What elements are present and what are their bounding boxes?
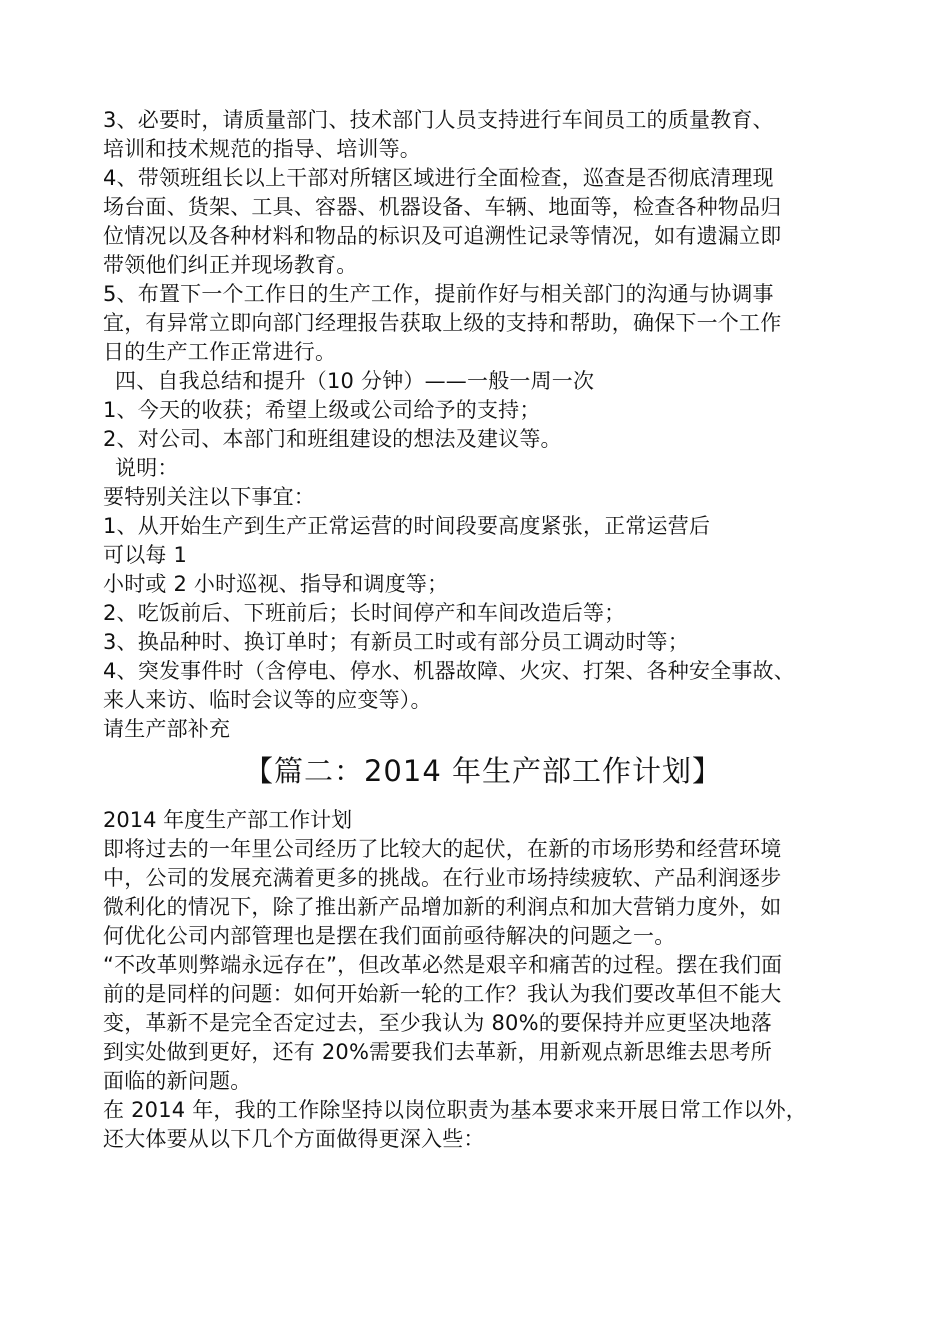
paragraph-line: 变，革新不是完全否定过去，至少我认为 80%的要保持并应更坚决地落	[103, 1011, 772, 1035]
paragraph-line: 还大体要从以下几个方面做得更深入些：	[103, 1127, 485, 1151]
document-subtitle: 2014 年度生产部工作计划	[103, 808, 353, 832]
paragraph-line: 中，公司的发展充满着更多的挑战。在行业市场持续疲软、产品利润逐步	[103, 866, 782, 890]
paragraph-line: 位情况以及各种材料和物品的标识及可追溯性记录等情况，如有遗漏立即	[103, 224, 782, 248]
note-label: 说明：	[115, 456, 179, 480]
paragraph-line: 要特别关注以下事宜：	[103, 485, 315, 509]
paragraph-line: 微利化的情况下，除了推出新产品增加新的利润点和加大营销力度外，如	[103, 895, 782, 919]
paragraph-line: 何优化公司内部管理也是摆在我们面前亟待解决的问题之一。	[103, 924, 676, 948]
paragraph-line: 2、吃饭前后、下班前后；长时间停产和车间改造后等；	[103, 601, 626, 625]
paragraph-line: 2、对公司、本部门和班组建设的想法及建议等。	[103, 427, 562, 451]
paragraph-line: 可以每 1	[103, 543, 188, 567]
paragraph-line: 1、从开始生产到生产正常运营的时间段要高度紧张，正常运营后	[103, 514, 711, 538]
paragraph-line: 到实处做到更好，还有 20%需要我们去革新，用新观点新思维去思考所	[103, 1040, 772, 1064]
paragraph-line: 即将过去的一年里公司经历了比较大的起伏，在新的市场形势和经营环境	[103, 837, 782, 861]
paragraph-line: 带领他们纠正并现场教育。	[103, 253, 358, 277]
paragraph-line: 日的生产工作正常进行。	[103, 340, 337, 364]
paragraph-line: 3、必要时，请质量部门、技术部门人员支持进行车间员工的质量教育、	[103, 108, 774, 132]
paragraph-line: 请生产部补充	[103, 717, 231, 741]
document-body	[103, 106, 863, 1154]
paragraph-line: 在 2014 年，我的工作除坚持以岗位职责为基本要求来开展日常工作以外，	[103, 1098, 807, 1122]
paragraph-line: 小时或 2 小时巡视、指导和调度等；	[103, 572, 449, 596]
section-heading-four: 四、自我总结和提升（10 分钟）——一般一周一次	[115, 369, 595, 393]
section-title: 【篇二：2014 年生产部工作计划】	[243, 754, 723, 788]
paragraph-line: “不改革则弊端永远存在”，但改革必然是艰辛和痛苦的过程。摆在我们面	[103, 953, 783, 977]
paragraph-line: 5、布置下一个工作日的生产工作，提前作好与相关部门的沟通与协调事	[103, 282, 774, 306]
paragraph-line: 来人来访、临时会议等的应变等）。	[103, 688, 432, 712]
paragraph-line: 面临的新问题。	[103, 1069, 252, 1093]
paragraph-line: 1、今天的收获；希望上级或公司给予的支持；	[103, 398, 541, 422]
paragraph-line: 宜，有异常立即向部门经理报告获取上级的支持和帮助，确保下一个工作	[103, 311, 782, 335]
paragraph-line: 3、换品种时、换订单时；有新员工时或有部分员工调动时等；	[103, 630, 689, 654]
paragraph-line: 前的是同样的问题：如何开始新一轮的工作？我认为我们要改革但不能大	[103, 982, 782, 1006]
paragraph-line: 4、带领班组长以上干部对所辖区域进行全面检查，巡查是否彻底清理现	[103, 166, 774, 190]
paragraph-line: 培训和技术规范的指导、培训等。	[103, 137, 421, 161]
paragraph-line: 4、突发事件时（含停电、停水、机器故障、火灾、打架、各种安全事故、	[103, 659, 795, 683]
paragraph-line: 场台面、货架、工具、容器、机器设备、车辆、地面等，检查各种物品归	[103, 195, 782, 219]
